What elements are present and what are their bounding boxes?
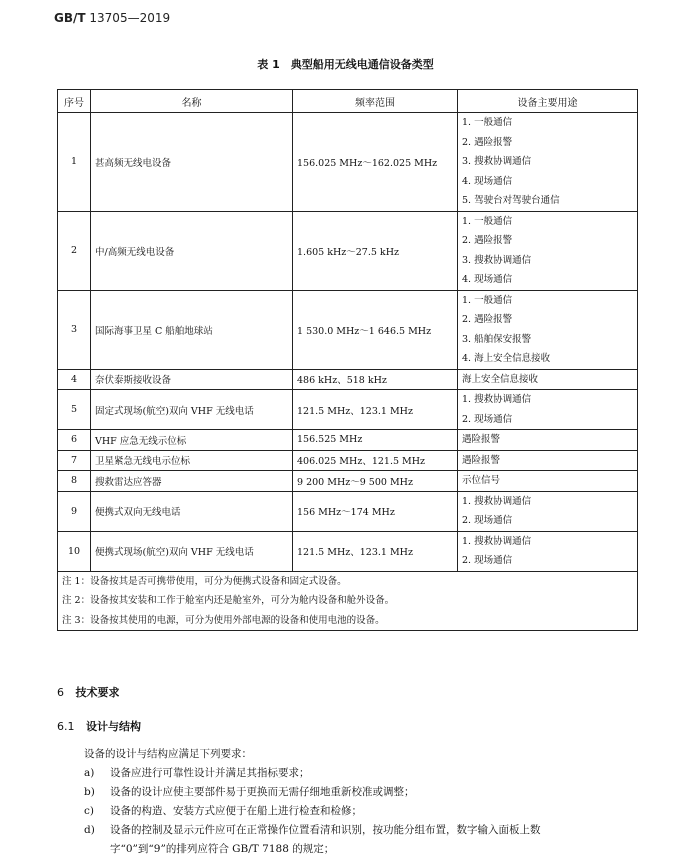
frequency-range: 1 530.0 MHz～1 646.5 MHz (293, 290, 458, 369)
main-use-cell (458, 491, 638, 531)
device-name: 搜救雷达应答器 (91, 471, 293, 492)
list-text: 设备的构造、安装方式应便于在船上进行检查和检修； (110, 805, 362, 817)
use-item: 2. 现场通信 (462, 413, 513, 425)
use-item: 1. 一般通信 (462, 117, 513, 128)
table-row (58, 450, 638, 471)
use-item: 4. 现场通信 (462, 274, 513, 285)
main-use-cell (458, 531, 638, 571)
list-text: 设备的设计应使主要部件易于更换而无需仔细地重新校准或调整； (110, 786, 415, 798)
use-item: 3. 船舶保安报警 (462, 333, 532, 345)
frequency-range: 406.025 MHz、121.5 MHz (293, 450, 458, 471)
table-row (58, 471, 638, 492)
table-row (58, 390, 638, 430)
device-name: VHF 应急无线示位标 (91, 430, 293, 451)
main-use-cell (458, 369, 638, 390)
main-use-cell (458, 430, 638, 451)
use-item: 2. 现场通信 (462, 555, 513, 566)
main-use-cell (458, 290, 638, 369)
list-marker: c) (84, 805, 94, 817)
list-item-c (84, 802, 541, 821)
list-marker: a) (84, 767, 95, 779)
row-number: 10 (58, 531, 91, 571)
main-use-cell (458, 450, 638, 471)
intro-paragraph: 设备的设计与结构应满足下列要求： (84, 748, 252, 760)
list-marker: d) (84, 824, 95, 836)
main-use-cell (458, 211, 638, 290)
frequency-range: 486 kHz、518 kHz (293, 369, 458, 390)
section-6-1-title: 设计与结构 (86, 720, 141, 733)
row-number: 9 (58, 491, 91, 531)
list-item-b (84, 783, 541, 802)
section-6-1-heading (57, 718, 141, 734)
row-number: 5 (58, 390, 91, 430)
device-name: 国际海事卫星 C 船舶地球站 (91, 290, 293, 369)
frequency-range: 1.605 kHz～27.5 kHz (293, 211, 458, 290)
list-item-a (84, 764, 541, 783)
table-row (58, 290, 638, 369)
device-name: 甚高频无线电设备 (91, 113, 293, 212)
main-use-cell (458, 390, 638, 430)
section-6-number: 6 (57, 686, 64, 699)
device-name: 卫星紧急无线电示位标 (91, 450, 293, 471)
table-caption: 表 1 典型船用无线电通信设备类型 (257, 58, 434, 71)
header-name: 名称 (91, 90, 293, 113)
table-row (58, 369, 638, 390)
frequency-range: 121.5 MHz、123.1 MHz (293, 531, 458, 571)
page-header (54, 11, 170, 25)
use-item: 1. 一般通信 (462, 215, 513, 227)
section-6-title: 技术要求 (75, 686, 120, 699)
use-item: 遇险报警 (462, 454, 501, 466)
device-name: 中/高频无线电设备 (91, 211, 293, 290)
row-number: 3 (58, 290, 91, 369)
use-item: 1. 一般通信 (462, 294, 513, 306)
use-item: 2. 现场通信 (462, 515, 513, 526)
main-use-cell (458, 471, 638, 492)
table-row (58, 113, 638, 212)
use-item: 示位信号 (462, 475, 501, 486)
use-item: 海上安全信息接收 (462, 373, 539, 385)
device-name: 奈伏泰斯接收设备 (91, 369, 293, 390)
frequency-range: 156 MHz～174 MHz (293, 491, 458, 531)
table-header-row (58, 90, 638, 113)
use-item: 2. 遇险报警 (462, 314, 513, 325)
use-item: 5. 驾驶台对驾驶台通信 (462, 195, 560, 206)
table-row (58, 211, 638, 290)
frequency-range: 9 200 MHz～9 500 MHz (293, 471, 458, 492)
row-number: 8 (58, 471, 91, 492)
table-row (58, 430, 638, 451)
row-number: 1 (58, 113, 91, 212)
frequency-range: 156.525 MHz (293, 430, 458, 451)
use-item: 2. 遇险报警 (462, 235, 513, 246)
table-row (58, 531, 638, 571)
list-item-d (84, 821, 541, 840)
notes-row (58, 571, 638, 631)
use-item: 4. 海上安全信息接收 (462, 353, 551, 364)
row-number: 7 (58, 450, 91, 471)
table-body (58, 113, 638, 631)
frequency-range: 121.5 MHz、123.1 MHz (293, 390, 458, 430)
note-1: 注 1：设备按其是否可携带使用，可分为便携式设备和固定式设备。 (62, 575, 347, 587)
use-item: 3. 搜救协调通信 (462, 254, 532, 266)
standard-number: 13705—2019 (89, 11, 171, 25)
header-no: 序号 (58, 90, 91, 113)
note-3: 注 3：设备按其使用的电源，可分为使用外部电源的设备和使用电池的设备。 (62, 614, 385, 626)
header-freq: 频率范围 (293, 90, 458, 113)
list-text: 设备的控制及显示元件应可在正常操作位置看清和识别，按功能分组布置，数字输入面板上数 (110, 824, 541, 836)
use-item: 遇险报警 (462, 434, 501, 445)
use-item: 3. 搜救协调通信 (462, 156, 532, 167)
list-text: 设备应进行可靠性设计并满足其指标要求； (110, 767, 310, 779)
use-item: 1. 搜救协调通信 (462, 535, 532, 547)
use-item: 1. 搜救协调通信 (462, 394, 532, 405)
table-row (58, 491, 638, 531)
section-6-heading (57, 684, 120, 700)
note-2: 注 2：设备按其安装和工作于舱室内还是舱室外，可分为舱内设备和舱外设备。 (62, 595, 395, 606)
table-notes (58, 571, 638, 631)
header-use: 设备主要用途 (458, 90, 638, 113)
device-name: 固定式现场(航空)双向 VHF 无线电话 (91, 390, 293, 430)
list-item-d-continued: 字“0”到“9”的排列应符合 GB/T 7188 的规定； (110, 843, 335, 855)
frequency-range: 156.025 MHz～162.025 MHz (293, 113, 458, 212)
device-name: 便携式现场(航空)双向 VHF 无线电话 (91, 531, 293, 571)
section-6-1-number: 6.1 (57, 720, 75, 733)
requirement-list (84, 764, 541, 859)
use-item: 4. 现场通信 (462, 175, 513, 187)
main-use-cell (458, 113, 638, 212)
row-number: 4 (58, 369, 91, 390)
device-name: 便携式双向无线电话 (91, 491, 293, 531)
use-item: 2. 遇险报警 (462, 136, 513, 148)
row-number: 6 (58, 430, 91, 451)
list-marker: b) (84, 786, 95, 798)
row-number: 2 (58, 211, 91, 290)
device-type-table (57, 89, 638, 631)
use-item: 1. 搜救协调通信 (462, 495, 532, 507)
standard-code: GB/T (54, 11, 86, 25)
